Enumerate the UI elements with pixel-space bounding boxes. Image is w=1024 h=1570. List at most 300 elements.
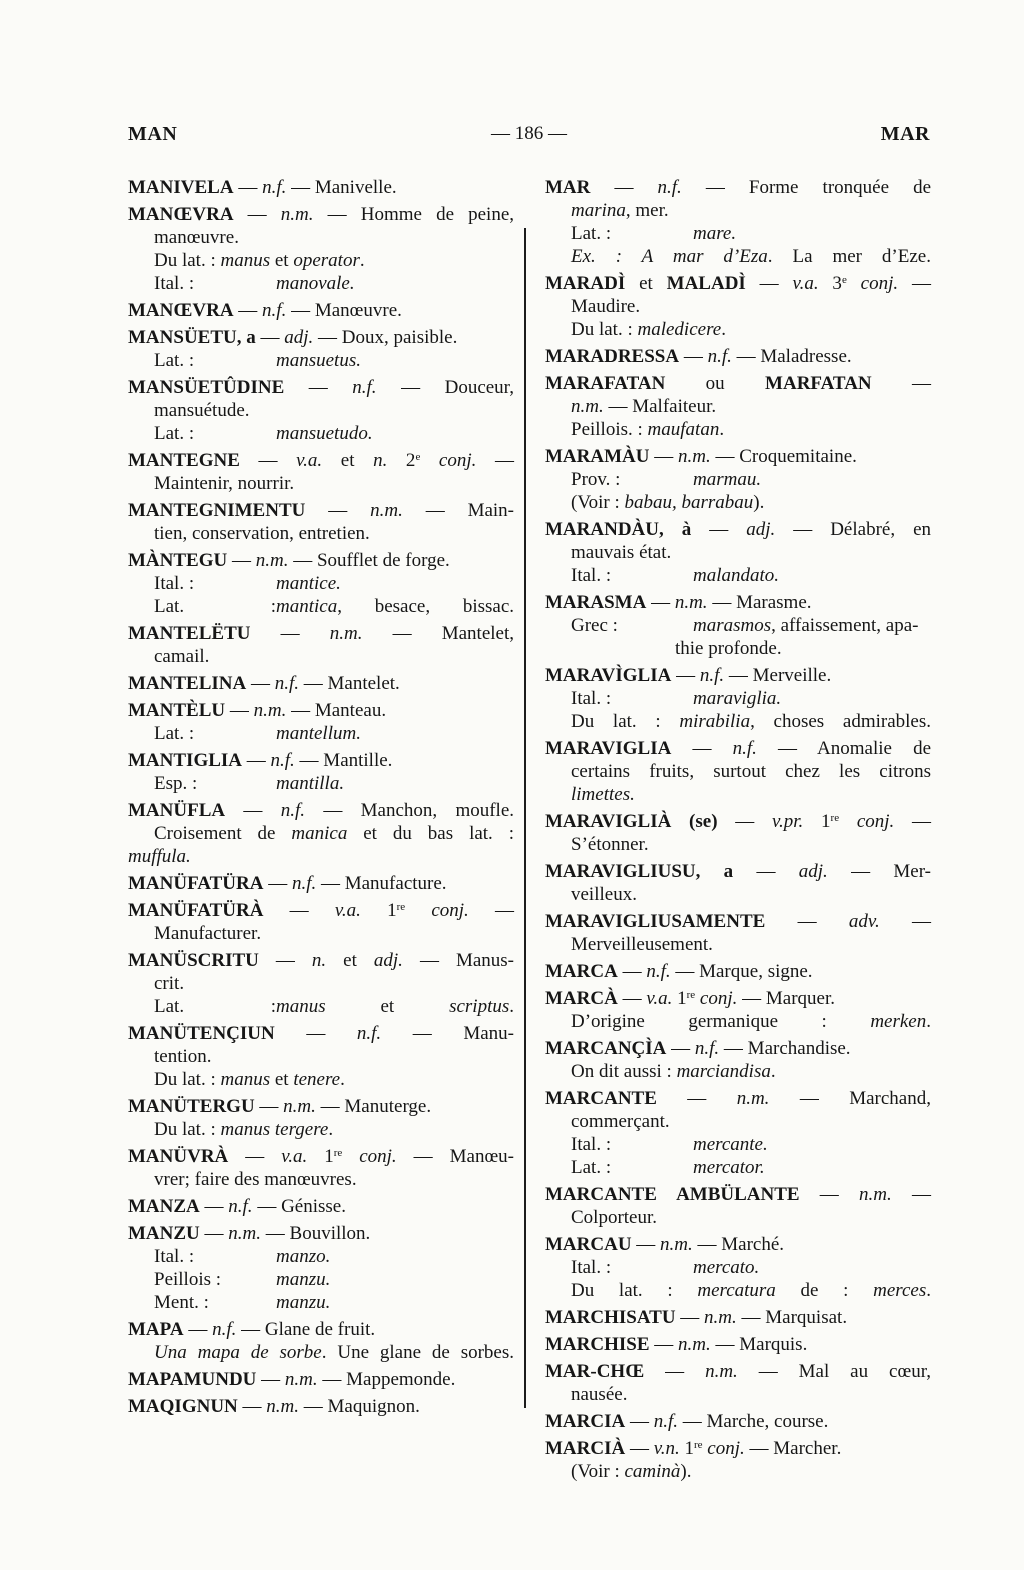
entry-line xyxy=(545,541,931,564)
entry-line xyxy=(545,1010,931,1033)
text: — xyxy=(233,300,263,321)
italic-text: manzo. xyxy=(276,1246,331,1267)
text: — Maladresse. xyxy=(731,346,852,367)
superscript: re xyxy=(686,989,696,1001)
entry-headline xyxy=(128,1095,514,1118)
entry-line xyxy=(545,1156,931,1179)
text: de : xyxy=(775,1280,874,1301)
text: — Marchand, xyxy=(769,1088,931,1109)
text: Du lat. : xyxy=(154,250,221,271)
text: — xyxy=(631,1234,661,1255)
dictionary-entry xyxy=(545,664,931,733)
text: — xyxy=(242,750,271,771)
italic-text: limettes. xyxy=(571,784,635,805)
text: et xyxy=(270,1069,294,1090)
italic-text: manzu. xyxy=(276,1292,331,1313)
language-label: Lat. : xyxy=(571,1157,612,1178)
text: — xyxy=(871,373,932,394)
text: — xyxy=(263,900,335,921)
entry-headline xyxy=(545,372,931,395)
language-label: Lat. : xyxy=(154,350,195,371)
text: — Délabré, en xyxy=(775,519,932,540)
text: — Merveille. xyxy=(724,665,832,686)
text: . xyxy=(721,319,726,340)
language-label: Ital. : xyxy=(571,565,612,586)
text: — xyxy=(239,450,297,471)
header-left-guideword: MAN xyxy=(128,123,178,145)
entry-headline xyxy=(128,949,514,972)
italic-text: conj. xyxy=(839,811,895,832)
language-label: Lat. : xyxy=(154,423,195,444)
text: — xyxy=(649,446,678,467)
headword: MARCANTE AMBÜLANTE xyxy=(545,1184,800,1205)
text: et xyxy=(270,250,294,271)
italic-text: n.f. xyxy=(291,873,317,894)
dictionary-entry xyxy=(128,499,514,545)
italic-text: mercatura xyxy=(697,1280,776,1301)
language-label: Lat. : xyxy=(154,596,276,617)
text: Maudire. xyxy=(571,296,641,317)
text: Merveilleusement. xyxy=(571,934,713,955)
headword: MANTEGNE xyxy=(128,450,240,471)
entry-headline xyxy=(128,749,514,772)
italic-text: malandato. xyxy=(693,565,780,586)
text: 2 xyxy=(387,450,416,471)
text: — xyxy=(305,500,371,521)
headword: MARCHISATU xyxy=(545,1307,676,1328)
italic-text: tenere xyxy=(293,1069,341,1090)
italic-text: adj. xyxy=(746,519,776,540)
headword: MAPAMUNDU xyxy=(128,1369,257,1390)
italic-text: v.n. xyxy=(653,1438,680,1459)
entry-line xyxy=(128,472,514,495)
text: Croisement de xyxy=(154,823,292,844)
headword: MANTELINA xyxy=(128,673,247,694)
text: commerçant. xyxy=(571,1111,670,1132)
entry-line xyxy=(545,883,931,906)
headword: MANÜTENÇIUN xyxy=(128,1023,275,1044)
dictionary-entry xyxy=(545,518,931,587)
language-label: Grec : xyxy=(571,615,618,636)
entry-line xyxy=(128,249,514,272)
italic-text: conj. xyxy=(342,1146,397,1167)
dictionary-entry xyxy=(545,1233,931,1302)
text: — xyxy=(646,592,675,613)
text: 1 xyxy=(672,988,687,1009)
text: — xyxy=(898,273,932,294)
italic-text: n.m. xyxy=(284,1369,318,1390)
entry-line xyxy=(545,760,931,783)
entry-line xyxy=(545,1110,931,1133)
text: — xyxy=(625,1411,654,1432)
language-label: Lat. : xyxy=(154,996,276,1017)
headword: MANÜFATÜRA xyxy=(128,873,264,894)
entry-headline xyxy=(545,1183,931,1206)
superscript: re xyxy=(694,1439,703,1451)
dictionary-entry xyxy=(128,1145,514,1191)
text: — Manivelle. xyxy=(286,177,397,198)
dictionary-entry xyxy=(545,987,931,1033)
text: — Mer- xyxy=(827,861,931,882)
text: crit. xyxy=(154,973,185,994)
superscript: re xyxy=(396,901,406,913)
entry-line xyxy=(545,395,931,418)
headword: MALADÌ xyxy=(666,273,746,294)
text: manœuvre. xyxy=(154,227,239,248)
text: — xyxy=(717,811,772,832)
headword: MANŒVRA xyxy=(128,300,234,321)
text: — Homme de peine, xyxy=(313,204,515,225)
text: ou xyxy=(665,373,766,394)
headword: MANÜFATÜRÀ xyxy=(128,900,264,921)
text: 1 xyxy=(679,1438,694,1459)
text: — Mantelet. xyxy=(299,673,400,694)
dictionary-entry xyxy=(545,1183,931,1229)
text: — xyxy=(256,1369,285,1390)
entry-headline xyxy=(545,445,931,468)
italic-text: marina xyxy=(571,200,626,221)
italic-text: manica xyxy=(291,823,348,844)
text: — xyxy=(255,327,285,348)
entry-line xyxy=(128,645,514,668)
dictionary-entry xyxy=(545,860,931,906)
entry-line xyxy=(128,1045,514,1068)
text: — Bouvillon. xyxy=(261,1223,371,1244)
text: — xyxy=(199,1223,229,1244)
text: — xyxy=(237,1396,267,1417)
italic-text: n.f. xyxy=(657,177,682,198)
text: — xyxy=(284,377,353,398)
text: , choses admirables. xyxy=(750,711,931,732)
entry-headline xyxy=(128,899,514,922)
headword: MARCA xyxy=(545,961,618,982)
language-label: Peillois : xyxy=(154,1269,222,1290)
dictionary-entry xyxy=(545,1087,931,1179)
italic-text: maufatan xyxy=(647,419,720,440)
right-column xyxy=(545,176,931,1487)
entry-headline xyxy=(545,1037,931,1060)
text: — xyxy=(246,673,275,694)
dictionary-entry xyxy=(545,737,931,806)
text: — Génisse. xyxy=(252,1196,346,1217)
italic-text: maraviglia. xyxy=(693,688,782,709)
text: — xyxy=(254,1096,284,1117)
italic-text: manus xyxy=(220,250,271,271)
italic-text: n.m. xyxy=(705,1361,738,1382)
italic-text: conj. xyxy=(702,1438,745,1459)
italic-text: v.pr. xyxy=(772,811,804,832)
text: — xyxy=(225,800,281,821)
text: . Une glane de sorbes. xyxy=(321,1342,514,1363)
italic-text: manus xyxy=(276,996,326,1017)
text: . xyxy=(926,1280,931,1301)
entry-headline xyxy=(545,345,931,368)
italic-text: n.m. xyxy=(677,446,711,467)
text: — xyxy=(879,911,932,932)
italic-text: n.m. xyxy=(678,1334,711,1355)
text: et xyxy=(326,950,374,971)
entry-headline xyxy=(545,1306,931,1329)
text: 1 xyxy=(803,811,831,832)
text: et xyxy=(322,450,374,471)
dictionary-entry xyxy=(128,1368,514,1391)
headword: MARAVÌGLIA xyxy=(545,665,672,686)
entry-headline xyxy=(128,872,514,895)
italic-text: n.m. xyxy=(255,550,289,571)
text: — Manufacture. xyxy=(316,873,447,894)
entry-headline xyxy=(545,860,931,883)
italic-text: n.m. xyxy=(736,1088,770,1109)
language-label: Ital. : xyxy=(571,688,612,709)
text: et xyxy=(625,273,667,294)
dictionary-entry xyxy=(545,591,931,660)
dictionary-entry xyxy=(128,449,514,495)
text: , affaissement, apa- xyxy=(771,615,919,636)
italic-text: v.a. xyxy=(334,900,361,921)
dictionary-entry xyxy=(128,1222,514,1314)
text: — xyxy=(227,550,256,571)
italic-text: n.f. xyxy=(707,346,732,367)
dictionary-entry xyxy=(545,1437,931,1483)
text: — xyxy=(894,811,932,832)
page-header xyxy=(128,122,930,148)
text: — Croquemitaine. xyxy=(710,446,857,467)
language-label: Prov. : xyxy=(571,469,621,490)
text: — Mantille. xyxy=(294,750,393,771)
text: . xyxy=(719,419,725,440)
italic-text: n.f. xyxy=(262,300,287,321)
entry-headline xyxy=(128,799,514,822)
italic-text: conj. xyxy=(695,988,738,1009)
italic-text: mirabilia xyxy=(679,711,751,732)
italic-text: Una mapa de sorbe xyxy=(154,1342,322,1363)
italic-text: n. xyxy=(311,950,327,971)
entry-line xyxy=(545,1383,931,1406)
text: — xyxy=(671,665,700,686)
italic-text: n.f. xyxy=(653,1411,678,1432)
entry-headline xyxy=(545,591,931,614)
text: — xyxy=(691,519,747,540)
headword: MANSÜETU, a xyxy=(128,327,256,348)
entry-headline xyxy=(545,910,931,933)
italic-text: mare. xyxy=(693,223,737,244)
text: (Voir : xyxy=(571,492,625,513)
dictionary-entry xyxy=(545,1306,931,1329)
entry-headline xyxy=(545,810,931,833)
entry-line xyxy=(128,1268,514,1291)
text: , mer. xyxy=(625,200,669,221)
text: — Glane de fruit. xyxy=(236,1319,376,1340)
dictionary-entry xyxy=(545,810,931,856)
headword: MARCIA xyxy=(545,1411,626,1432)
italic-text: conj. xyxy=(405,900,469,921)
headword: MANÜSCRITU xyxy=(128,950,259,971)
headword: MARCHISE xyxy=(545,1334,650,1355)
text: camail. xyxy=(154,646,210,667)
text: Du lat. : xyxy=(571,711,680,732)
entry-headline xyxy=(545,987,931,1010)
dictionary-entry xyxy=(545,1360,931,1406)
headword: MARFATAN xyxy=(765,373,872,394)
entry-line xyxy=(128,1341,514,1364)
text: vrer; faire des manœuvres. xyxy=(154,1169,357,1190)
text: — xyxy=(233,177,263,198)
language-label: Ment. : xyxy=(154,1292,209,1313)
italic-text: adv. xyxy=(848,911,880,932)
headword: MARAVIGLIUSAMENTE xyxy=(545,911,766,932)
entry-line xyxy=(128,399,514,422)
entry-line xyxy=(545,564,931,587)
entry-headline xyxy=(545,176,931,199)
entry-headline xyxy=(128,1395,514,1418)
text: — Soufflet de forge. xyxy=(288,550,450,571)
headword: MANIVELA xyxy=(128,177,234,198)
entry-line xyxy=(128,1068,514,1091)
entry-line xyxy=(545,933,931,956)
entry-line xyxy=(128,1291,514,1314)
dictionary-entry xyxy=(128,949,514,1018)
text: veilleux. xyxy=(571,884,637,905)
italic-text: mercator. xyxy=(693,1157,765,1178)
italic-text: operator xyxy=(293,250,360,271)
entry-headline xyxy=(128,449,514,472)
text: Manufacturer. xyxy=(154,923,262,944)
headword: MANZU xyxy=(128,1223,200,1244)
entry-line xyxy=(545,637,931,660)
text: . xyxy=(926,1011,931,1032)
entry-headline xyxy=(545,1233,931,1256)
headword: MARCIÀ xyxy=(545,1438,626,1459)
entry-headline xyxy=(545,960,931,983)
language-label: Lat. : xyxy=(154,723,195,744)
entry-line xyxy=(128,522,514,545)
italic-text: merces xyxy=(873,1280,927,1301)
italic-text: mansuetus. xyxy=(276,350,361,371)
entry-line xyxy=(128,422,514,445)
text: . xyxy=(509,996,514,1017)
dictionary-entry xyxy=(128,1195,514,1218)
entry-headline xyxy=(545,737,931,760)
headword: MARASMA xyxy=(545,592,647,613)
headword: MARADRESSA xyxy=(545,346,680,367)
italic-text: Ex. : A mar d’Eza xyxy=(571,246,768,267)
text: mansuétude. xyxy=(154,400,250,421)
text: — xyxy=(183,1319,213,1340)
text: — Marque, signe. xyxy=(670,961,813,982)
dictionary-entry xyxy=(545,176,931,268)
italic-text: v.a. xyxy=(792,273,819,294)
text: — Marché. xyxy=(692,1234,785,1255)
entry-line xyxy=(545,1206,931,1229)
entry-line xyxy=(545,1133,931,1156)
dictionary-entry xyxy=(545,1037,931,1083)
text: — xyxy=(199,1196,229,1217)
italic-text: n.m. xyxy=(280,204,314,225)
italic-text: n.f. xyxy=(699,665,725,686)
italic-text: mansuetudo. xyxy=(276,423,373,444)
dictionary-entry xyxy=(128,376,514,445)
text: — xyxy=(263,873,292,894)
headword: MARAMÀU xyxy=(545,446,650,467)
text: — xyxy=(617,988,647,1009)
entry-headline xyxy=(128,176,514,199)
column-divider xyxy=(524,228,526,1408)
text: — xyxy=(644,1361,706,1382)
italic-text: n.m. xyxy=(283,1096,316,1117)
dictionary-entry xyxy=(128,799,514,868)
entry-line xyxy=(545,318,931,341)
text: — xyxy=(274,1023,357,1044)
header-right-guideword: MAR xyxy=(880,123,930,145)
text: — Doux, paisible. xyxy=(313,327,458,348)
text: 3 xyxy=(818,273,842,294)
italic-text: n.m. xyxy=(859,1184,892,1205)
entry-headline xyxy=(545,1087,931,1110)
text: — xyxy=(745,273,793,294)
text: — Marquisat. xyxy=(736,1307,848,1328)
text: — Marquis. xyxy=(710,1334,808,1355)
entry-line xyxy=(545,418,931,441)
headword: MARCANÇÌA xyxy=(545,1038,667,1059)
italic-text: n.f. xyxy=(646,961,671,982)
entry-line xyxy=(128,272,514,295)
italic-text: adj. xyxy=(798,861,828,882)
italic-text: n.f. xyxy=(356,1023,382,1044)
italic-text: n.f. xyxy=(274,673,300,694)
entry-headline xyxy=(128,376,514,399)
dictionary-entry xyxy=(545,960,931,983)
text: — Forme tronquée de xyxy=(681,177,932,198)
headword: MANTIGLIA xyxy=(128,750,243,771)
entry-line xyxy=(128,722,514,745)
text: . La mer d’Eze. xyxy=(767,246,931,267)
dictionary-entry xyxy=(128,176,514,199)
superscript: e xyxy=(415,451,421,463)
text: — Anomalie de xyxy=(756,738,932,759)
entry-headline xyxy=(545,1437,931,1460)
italic-text: adj. xyxy=(284,327,314,348)
headword: MARCANTE xyxy=(545,1088,657,1109)
entry-headline xyxy=(128,499,514,522)
italic-text: n.f. xyxy=(228,1196,253,1217)
entry-headline xyxy=(545,664,931,687)
dictionary-entry xyxy=(128,699,514,745)
entry-line xyxy=(545,1460,931,1483)
entry-line xyxy=(545,687,931,710)
text: ). xyxy=(753,492,765,513)
language-label: Ital. : xyxy=(154,1246,195,1267)
headword: MARAVIGLIA xyxy=(545,738,672,759)
text: . xyxy=(340,1069,345,1090)
text: — xyxy=(233,204,281,225)
dictionary-entry xyxy=(128,672,514,695)
text: Du lat. : xyxy=(571,1280,698,1301)
entry-line xyxy=(545,1256,931,1279)
italic-text: n.f. xyxy=(280,800,306,821)
entry-headline xyxy=(545,272,931,295)
headword: MANTELËTU xyxy=(128,623,251,644)
text: On dit aussi : xyxy=(571,1061,677,1082)
dictionary-entry xyxy=(128,872,514,895)
entry-line xyxy=(128,226,514,249)
text: — Douceur, xyxy=(376,377,514,398)
text: — Manœu- xyxy=(396,1146,514,1167)
entry-headline xyxy=(128,1022,514,1045)
text: — Marquer. xyxy=(737,988,835,1009)
text: Du lat. : xyxy=(154,1119,221,1140)
text: ). xyxy=(680,1461,692,1482)
superscript: re xyxy=(830,812,840,824)
